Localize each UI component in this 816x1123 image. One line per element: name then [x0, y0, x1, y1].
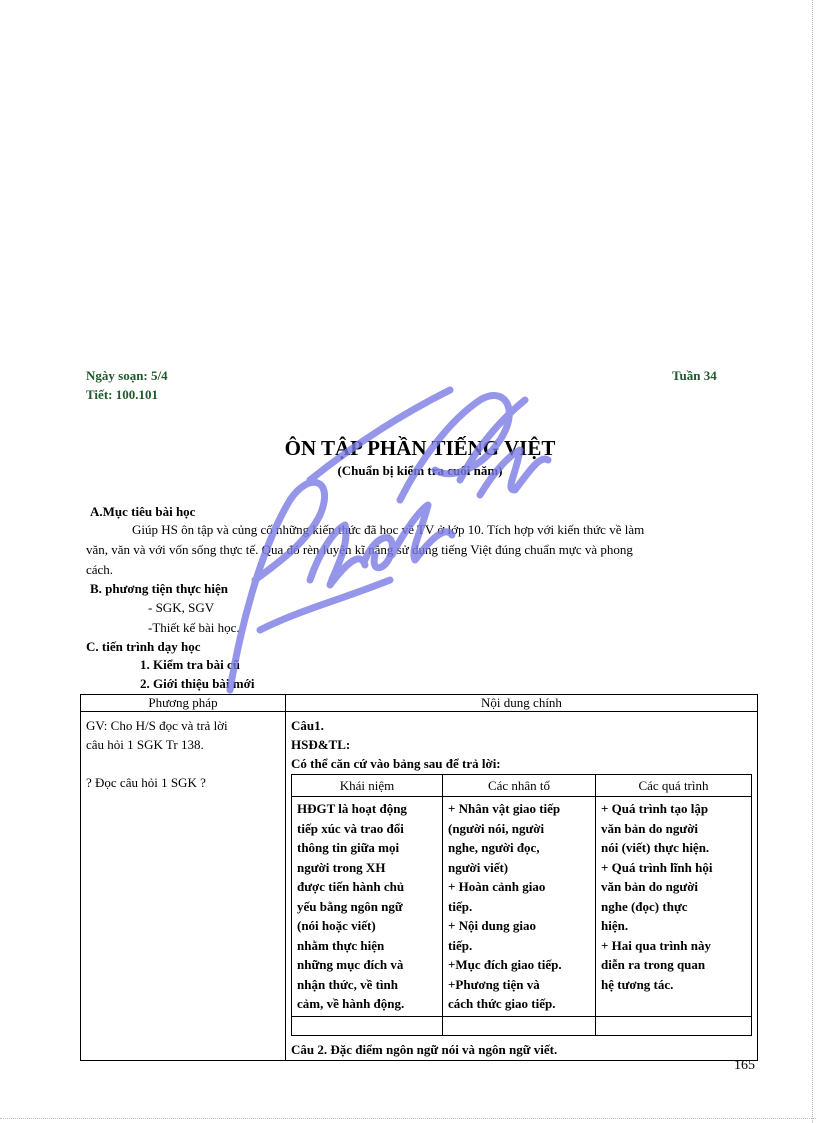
section-b-item2: -Thiết kế bài học.: [148, 620, 240, 635]
inner-header-concept: Khái niệm: [292, 775, 443, 797]
method-cell: [81, 712, 286, 1061]
factor-line: (người nói, người: [448, 820, 545, 836]
factor-line: + Nhân vật giao tiếp: [448, 801, 561, 816]
section-c-heading: C. tiến trình dạy học: [86, 639, 201, 654]
section-c-step2: 2. Giới thiệu bài mới: [140, 676, 255, 691]
process-line: diễn ra trong quan: [601, 957, 706, 972]
concept-line: thông tin giữa mọi: [297, 840, 400, 855]
section-a-heading: A.Mục tiêu bài học: [90, 504, 196, 519]
concept-line: HĐGT là hoạt động: [297, 801, 407, 816]
concept-cell: [292, 797, 443, 1017]
empty-cell: [443, 1016, 596, 1035]
content-cell: [286, 712, 758, 1061]
process-line: văn bản do người: [601, 879, 699, 894]
period-label: Tiết: 100.101: [86, 387, 158, 402]
process-line: + Quá trình tạo lập: [601, 801, 709, 816]
concept-table: [291, 774, 752, 1036]
col-method-header: Phương pháp: [81, 695, 286, 712]
factor-line: cách thức giao tiếp.: [448, 996, 556, 1011]
section-a-line3: cách.: [86, 562, 114, 577]
page-subtitle: (Chuẩn bị kiểm tra cuối năm): [337, 463, 503, 478]
empty-cell: [596, 1016, 752, 1035]
date-label: Ngày soạn: 5/4: [86, 368, 168, 383]
factors-cell: [443, 797, 596, 1017]
concept-line: những mục đích và: [297, 957, 404, 972]
concept-line: nhận thức, về tình: [297, 976, 398, 992]
factor-line: tiếp.: [448, 898, 473, 914]
empty-cell: [292, 1016, 443, 1035]
intro-label: Có thể căn cứ vào bảng sau để trả lời:: [291, 756, 501, 771]
processes-cell: [596, 797, 752, 1017]
process-line: văn bản do người: [601, 820, 699, 836]
process-line: hiện.: [601, 918, 629, 933]
cau1-label: Câu1.: [291, 718, 324, 733]
section-a-line1: Giúp HS ôn tập và củng cố những kiến thức đã học về TV ở lớp 10. Tích hợp với kiến thức về làm: [132, 522, 645, 537]
method-line1: GV: Cho H/S đọc và trả lời: [86, 718, 228, 733]
cau2-label: Câu 2. Đặc điểm ngôn ngữ nói và ngôn ngữ viết.: [291, 1041, 558, 1057]
section-c-step1: 1. Kiểm tra bài cũ: [140, 657, 241, 672]
col-content-header: Nội dung chính: [286, 695, 758, 712]
concept-line: cảm, về hành động.: [297, 996, 405, 1011]
method-line2: câu hỏi 1 SGK Tr 138.: [86, 737, 204, 752]
page-bottom-guide: [0, 1118, 816, 1119]
process-line: nghe (đọc) thực: [601, 898, 688, 914]
section-b-heading: B. phương tiện thực hiện: [90, 581, 229, 596]
concept-line: yếu bằng ngôn ngữ: [297, 898, 403, 914]
page-title: ÔN TẬP PHẦN TIẾNG VIỆT: [284, 436, 556, 460]
process-line: + Hai qua trình này: [601, 937, 711, 953]
factor-line: +Phương tiện và: [448, 976, 540, 992]
section-b-item1: - SGK, SGV: [148, 600, 215, 615]
concept-line: tiếp xúc và trao đổi: [297, 820, 404, 836]
page-right-guide: [812, 0, 813, 1123]
factor-line: + Hoàn cảnh giao: [448, 879, 546, 894]
inner-header-processes: Các quá trình: [596, 775, 752, 797]
factor-line: người viết): [448, 859, 509, 875]
factor-line: tiếp.: [448, 937, 473, 953]
lesson-table: [80, 694, 758, 1061]
method-line3: ? Đọc câu hỏi 1 SGK ?: [86, 775, 206, 790]
inner-header-factors: Các nhân tố: [443, 775, 596, 797]
factor-line: +Mục đích giao tiếp.: [448, 957, 562, 972]
concept-line: được tiến hành chủ: [297, 879, 405, 894]
concept-line: nhằm thực hiện: [297, 937, 385, 953]
week-label: Tuần 34: [672, 368, 717, 383]
section-a-line2: văn, văn và với vốn sống thực tế. Qua đó rèn luyện kĩ năng sử dụng tiếng Việt đúng chuẩn mực và phong: [86, 542, 633, 557]
signature-watermark: [160, 330, 560, 710]
hsd-label: HSĐ&TL:: [291, 737, 351, 752]
process-line: hệ tương tác.: [601, 976, 674, 992]
factor-line: + Nội dung giao: [448, 918, 536, 933]
process-line: + Quá trình lĩnh hội: [601, 859, 713, 875]
page-number: 165: [734, 1058, 755, 1073]
factor-line: nghe, người đọc,: [448, 840, 540, 855]
concept-line: (nói hoặc viết): [297, 918, 376, 933]
concept-line: người trong XH: [297, 859, 386, 875]
process-line: nói (viết) thực hiện.: [601, 840, 710, 855]
